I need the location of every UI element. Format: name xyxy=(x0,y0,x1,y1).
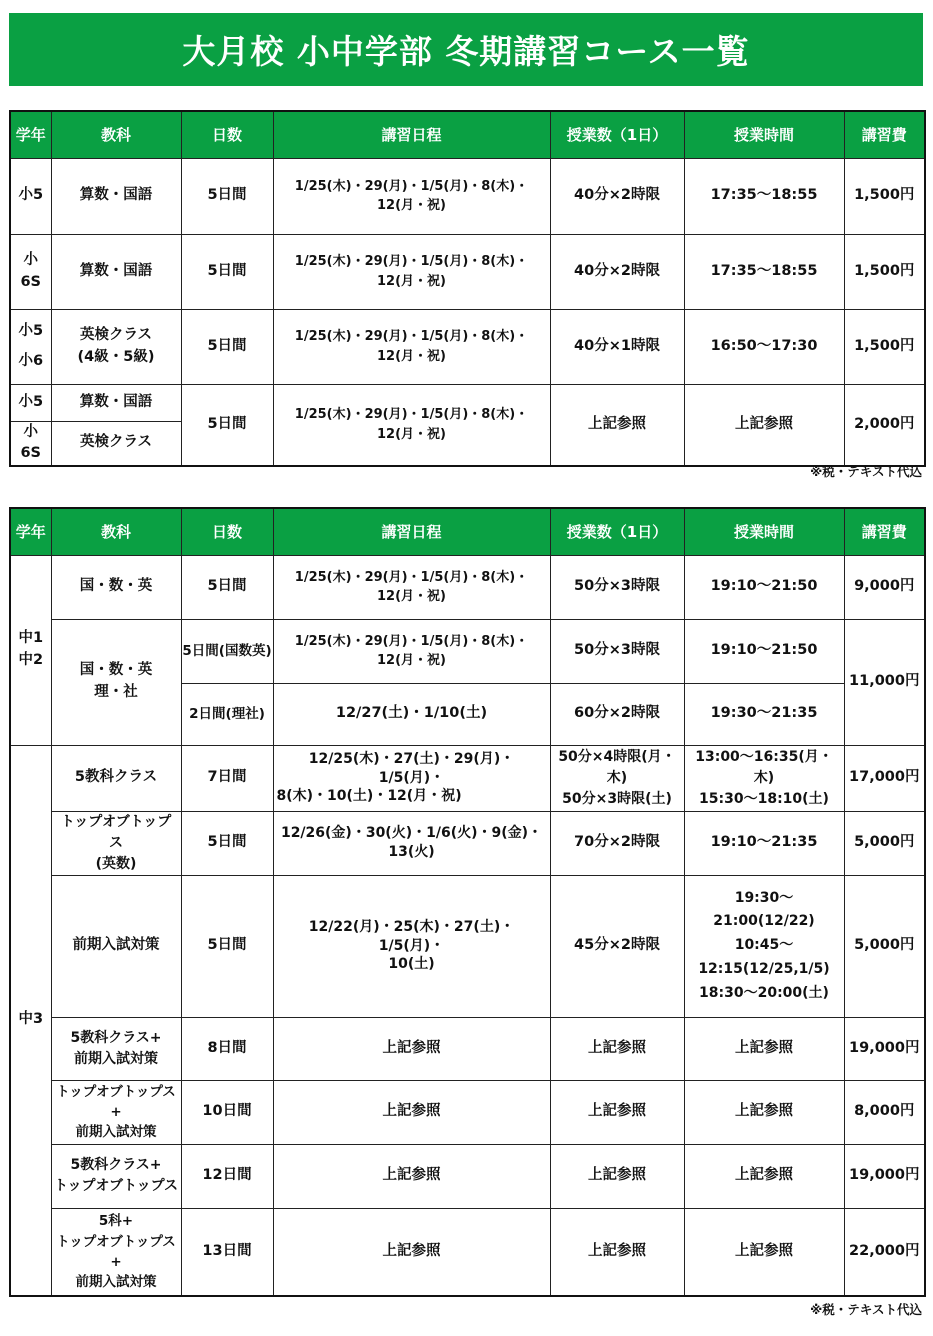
lessons-cell: 上記参照 xyxy=(550,1208,684,1296)
schedule-cell: 1/25(木)・29(月)・1/5(月)・8(木)・12(月・祝) xyxy=(273,619,550,683)
fee-cell: 5,000円 xyxy=(844,811,925,875)
header-fee: 講習費 xyxy=(844,508,925,555)
time-cell: 19:10～21:35 xyxy=(684,811,844,875)
lessons-cell: 上記参照 xyxy=(550,1080,684,1144)
elementary-course-table xyxy=(9,110,926,467)
days-cell: 7日間 xyxy=(181,745,273,811)
subject-cell: 国・数・英 理・社 xyxy=(51,619,181,745)
tax-note: ※税・テキスト代込 xyxy=(810,1302,922,1317)
table-row xyxy=(10,234,925,309)
fee-cell: 11,000円 xyxy=(844,619,925,745)
grade-cell: 小6S xyxy=(10,421,51,466)
subject-cell: 算数・国語 xyxy=(51,234,181,309)
grade-cell: 中1 中2 xyxy=(10,555,51,745)
subject-cell: 算数・国語 xyxy=(51,384,181,421)
schedule-cell: 上記参照 xyxy=(273,1208,550,1296)
days-cell: 5日間 xyxy=(181,158,273,234)
time-cell: 上記参照 xyxy=(684,1017,844,1080)
table-row xyxy=(10,811,925,875)
time-cell: 上記参照 xyxy=(684,1208,844,1296)
header-time: 授業時間 xyxy=(684,111,844,158)
page-title: 大月校 小中学部 冬期講習コース一覧 xyxy=(9,13,923,86)
time-cell: 17:35～18:55 xyxy=(684,158,844,234)
days-cell: 5日間(国数英) xyxy=(181,619,273,683)
grade-cell: 中3 xyxy=(10,745,51,1296)
schedule-cell: 1/25(木)・29(月)・1/5(月)・8(木)・12(月・祝) xyxy=(273,384,550,466)
fee-cell: 5,000円 xyxy=(844,875,925,1017)
schedule-cell: 1/25(木)・29(月)・1/5(月)・8(木)・12(月・祝) xyxy=(273,309,550,384)
header-fee: 講習費 xyxy=(844,111,925,158)
header-days: 日数 xyxy=(181,111,273,158)
table-header-row xyxy=(10,111,925,158)
days-cell: 10日間 xyxy=(181,1080,273,1144)
lessons-cell: 70分×2時限 xyxy=(550,811,684,875)
fee-cell: 22,000円 xyxy=(844,1208,925,1296)
grade-cell: 小6S xyxy=(10,234,51,309)
days-cell: 5日間 xyxy=(181,234,273,309)
lessons-cell: 40分×2時限 xyxy=(550,158,684,234)
table-row xyxy=(10,309,925,384)
junior-course-table xyxy=(9,507,926,1297)
schedule-cell: 1/25(木)・29(月)・1/5(月)・8(木)・12(月・祝) xyxy=(273,158,550,234)
lessons-cell: 50分×3時限 xyxy=(550,555,684,619)
lessons-cell: 40分×1時限 xyxy=(550,309,684,384)
schedule-cell: 12/22(月)・25(木)・27(土)・1/5(月)・ 10(土) xyxy=(273,875,550,1017)
schedule-cell: 上記参照 xyxy=(273,1080,550,1144)
days-cell: 13日間 xyxy=(181,1208,273,1296)
header-schedule: 講習日程 xyxy=(273,111,550,158)
header-days: 日数 xyxy=(181,508,273,555)
schedule-cell: 12/25(木)・27(土)・29(月)・1/5(月)・ 8(木)・10(土)・12(月・祝) xyxy=(273,745,550,811)
schedule-cell: 1/25(木)・29(月)・1/5(月)・8(木)・12(月・祝) xyxy=(273,555,550,619)
header-lessons: 授業数（1日） xyxy=(550,508,684,555)
days-cell: 2日間(理社) xyxy=(181,683,273,745)
grade-cell: 小5 xyxy=(10,384,51,421)
subject-cell: 5科+ トップオブトップス+ 前期入試対策 xyxy=(51,1208,181,1296)
time-cell: 19:30～21:00(12/22) 10:45～ 12:15(12/25,1/5) 18:30～20:00(土) xyxy=(684,875,844,1017)
subject-cell: 英検クラス xyxy=(51,421,181,466)
lessons-cell: 上記参照 xyxy=(550,1144,684,1208)
fee-cell: 19,000円 xyxy=(844,1144,925,1208)
time-cell: 19:30～21:35 xyxy=(684,683,844,745)
lessons-cell: 50分×4時限(月・木) 50分×3時限(土) xyxy=(550,745,684,811)
time-cell: 上記参照 xyxy=(684,1144,844,1208)
subject-cell: 5教科クラス xyxy=(51,745,181,811)
lessons-cell: 上記参照 xyxy=(550,384,684,466)
grade-cell: 小5 xyxy=(10,158,51,234)
subject-cell: 5教科クラス+ トップオブトップス xyxy=(51,1144,181,1208)
fee-cell: 19,000円 xyxy=(844,1017,925,1080)
fee-cell: 8,000円 xyxy=(844,1080,925,1144)
header-schedule: 講習日程 xyxy=(273,508,550,555)
header-time: 授業時間 xyxy=(684,508,844,555)
table-row xyxy=(10,158,925,234)
fee-cell: 1,500円 xyxy=(844,309,925,384)
fee-cell: 1,500円 xyxy=(844,158,925,234)
header-subject: 教科 xyxy=(51,508,181,555)
time-cell: 19:10～21:50 xyxy=(684,555,844,619)
fee-cell: 9,000円 xyxy=(844,555,925,619)
table-row xyxy=(10,555,925,619)
days-cell: 5日間 xyxy=(181,555,273,619)
subject-cell: 5教科クラス+ 前期入試対策 xyxy=(51,1017,181,1080)
schedule-cell: 上記参照 xyxy=(273,1017,550,1080)
time-cell: 17:35～18:55 xyxy=(684,234,844,309)
table-row xyxy=(10,1144,925,1208)
grade-cell: 小5 小6 xyxy=(10,309,51,384)
days-cell: 8日間 xyxy=(181,1017,273,1080)
subject-cell: トップオブトップス (英数) xyxy=(51,811,181,875)
header-grade: 学年 xyxy=(10,508,51,555)
days-cell: 5日間 xyxy=(181,875,273,1017)
schedule-cell: 上記参照 xyxy=(273,1144,550,1208)
lessons-cell: 45分×2時限 xyxy=(550,875,684,1017)
table-row xyxy=(10,384,925,421)
time-cell: 19:10～21:50 xyxy=(684,619,844,683)
lessons-cell: 40分×2時限 xyxy=(550,234,684,309)
subject-cell: 算数・国語 xyxy=(51,158,181,234)
table-header-row xyxy=(10,508,925,555)
schedule-cell: 12/26(金)・30(火)・1/6(火)・9(金)・ 13(火) xyxy=(273,811,550,875)
table-row xyxy=(10,745,925,811)
table-row xyxy=(10,875,925,1017)
time-cell: 16:50～17:30 xyxy=(684,309,844,384)
header-subject: 教科 xyxy=(51,111,181,158)
time-cell: 上記参照 xyxy=(684,1080,844,1144)
days-cell: 5日間 xyxy=(181,811,273,875)
header-lessons: 授業数（1日） xyxy=(550,111,684,158)
subject-cell: 前期入試対策 xyxy=(51,875,181,1017)
schedule-cell: 1/25(木)・29(月)・1/5(月)・8(木)・12(月・祝) xyxy=(273,234,550,309)
fee-cell: 1,500円 xyxy=(844,234,925,309)
fee-cell: 2,000円 xyxy=(844,384,925,466)
time-cell: 13:00～16:35(月・木) 15:30～18:10(土) xyxy=(684,745,844,811)
lessons-cell: 50分×3時限 xyxy=(550,619,684,683)
subject-cell: トップオブトップス+ 前期入試対策 xyxy=(51,1080,181,1144)
table-row xyxy=(10,619,925,683)
fee-cell: 17,000円 xyxy=(844,745,925,811)
subject-cell: 国・数・英 xyxy=(51,555,181,619)
table-row xyxy=(10,1080,925,1144)
lessons-cell: 60分×2時限 xyxy=(550,683,684,745)
time-cell: 上記参照 xyxy=(684,384,844,466)
lessons-cell: 上記参照 xyxy=(550,1017,684,1080)
table-row xyxy=(10,1017,925,1080)
subject-cell: 英検クラス (4級・5級) xyxy=(51,309,181,384)
days-cell: 5日間 xyxy=(181,309,273,384)
days-cell: 5日間 xyxy=(181,384,273,466)
header-grade: 学年 xyxy=(10,111,51,158)
table-row xyxy=(10,1208,925,1296)
schedule-cell: 12/27(土)・1/10(土) xyxy=(273,683,550,745)
days-cell: 12日間 xyxy=(181,1144,273,1208)
tax-note: ※税・テキスト代込 xyxy=(810,464,922,479)
